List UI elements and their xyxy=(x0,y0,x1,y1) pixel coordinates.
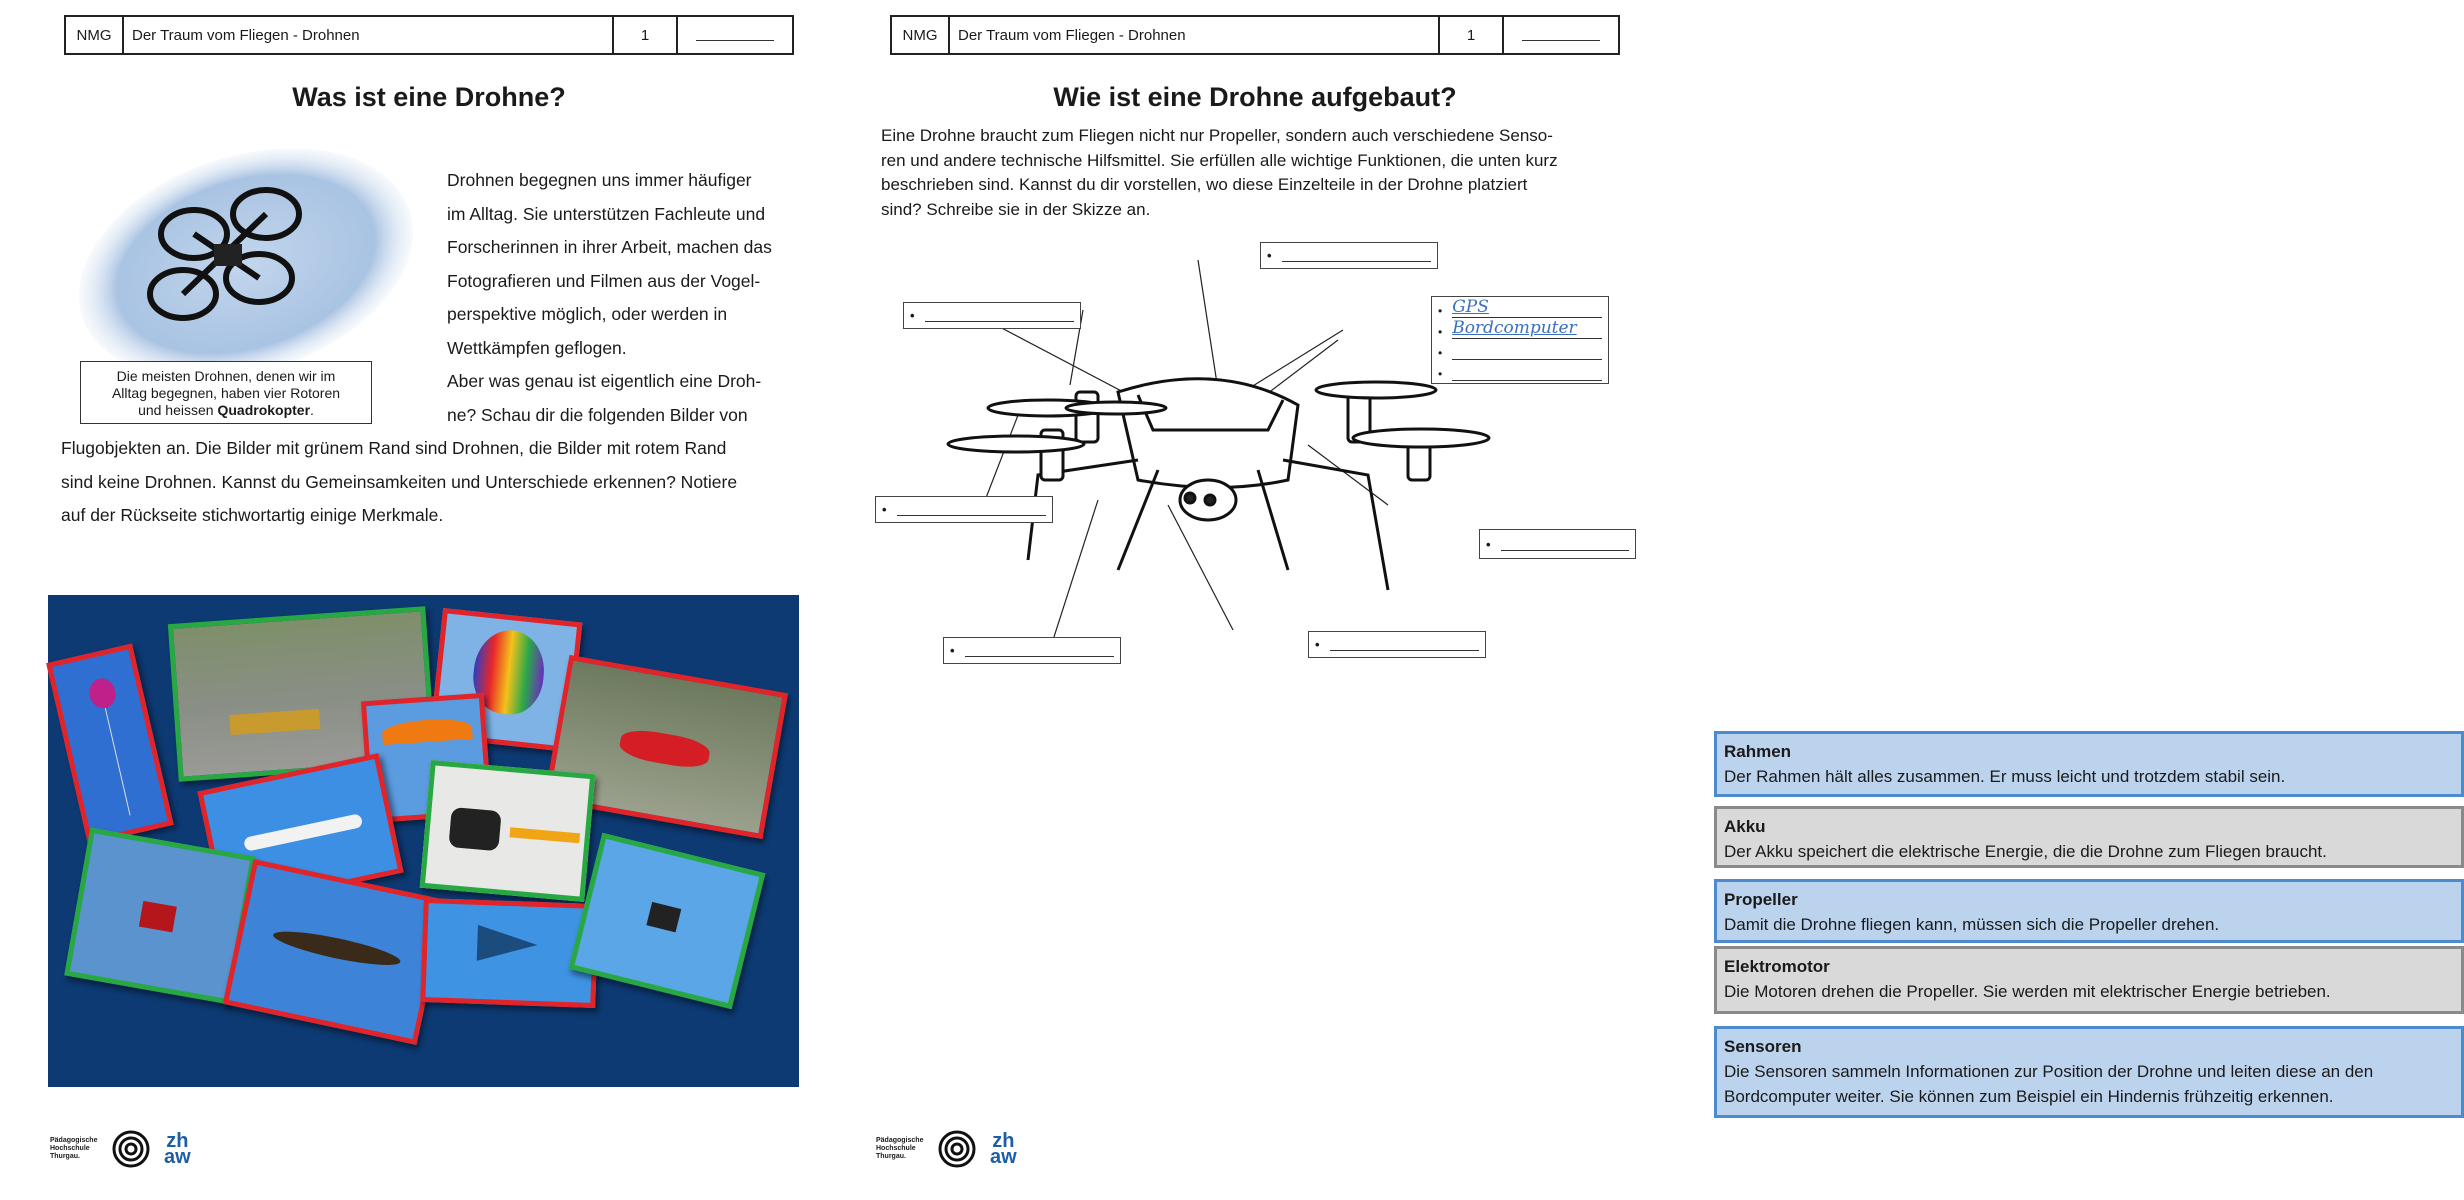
image-caption xyxy=(80,361,372,424)
footer-logos xyxy=(50,1130,191,1168)
paragraph-line: beschrieben sind. Kannst du dir vorstellen, wo diese Einzelteile in der Drohne platziert xyxy=(881,175,1528,194)
paragraph-line: im Alltag. Sie unterstützen Fachleute und xyxy=(447,203,766,224)
info-box-sensoren xyxy=(1714,1026,2464,1118)
phtg-logo xyxy=(938,1130,976,1168)
intro-paragraph xyxy=(881,124,1641,222)
caption-line: Die meisten Drohnen, denen wir im xyxy=(116,368,336,384)
bullet: • xyxy=(1438,346,1443,360)
header-subject: NMG xyxy=(892,17,950,53)
info-box-title: Propeller xyxy=(1724,890,1798,909)
bullet: • xyxy=(882,502,887,517)
header-page-number: 1 xyxy=(1440,17,1504,53)
bullet: • xyxy=(1438,367,1443,381)
paragraph-line: Eine Drohne braucht zum Fliegen nicht nur Propeller, sondern auch verschiedene Senso- xyxy=(881,126,1553,145)
header-table xyxy=(64,15,794,55)
worksheet-page-left xyxy=(0,0,838,1200)
page-title: Wie ist eine Drohne aufgebaut? xyxy=(1053,82,1457,112)
intro-paragraph xyxy=(447,164,807,432)
info-box-text: Die Sensoren sammeln Informationen zur Position der Drohne und leiten diese an den xyxy=(1724,1062,2374,1081)
label-box-left[interactable] xyxy=(875,496,1053,523)
caption-bold-term: Quadrokopter xyxy=(217,402,311,418)
paragraph-line: Aber was genau ist eigentlich eine Droh- xyxy=(447,371,762,391)
paragraph-line: Fotografieren und Filmen aus der Vogel- xyxy=(447,270,761,291)
phtg-logo xyxy=(112,1130,150,1168)
balloon-photo xyxy=(46,643,174,844)
zhaw-logo-aw: aw xyxy=(990,1146,1017,1168)
header-subject: NMG xyxy=(66,17,124,53)
hexacopter-photo xyxy=(569,833,766,1009)
caption-text: und heissen xyxy=(138,402,214,418)
empty-label-line[interactable] xyxy=(1452,359,1602,360)
instruction-paragraph xyxy=(61,432,821,533)
eagle-photo xyxy=(223,859,447,1045)
info-box-text: Der Rahmen hält alles zusammen. Er muss leicht und trotzdem stabil sein. xyxy=(1724,767,2286,786)
paragraph-line: perspektive möglich, oder werden in xyxy=(447,304,728,324)
paragraph-line: auf der Rückseite stichwortartig einige Merkmale. xyxy=(61,505,444,525)
bullet: • xyxy=(910,308,915,323)
zhaw-logo xyxy=(164,1130,191,1168)
caption-line xyxy=(89,402,363,419)
caption-end: . xyxy=(310,402,314,418)
info-box-elektromotor xyxy=(1714,946,2464,1014)
empty-label-line[interactable] xyxy=(1452,380,1602,381)
quadcopter-photo xyxy=(66,152,426,377)
handwritten-label-gps[interactable]: GPS xyxy=(1452,298,1602,318)
label-box-upper-left[interactable] xyxy=(903,302,1081,329)
info-box-propeller xyxy=(1714,879,2464,943)
caption-line: Alltag begegnen, haben vier Rotoren xyxy=(111,385,341,401)
handwritten-label-bordcomputer[interactable]: Bordcomputer xyxy=(1452,319,1602,339)
toy-helicopter-photo xyxy=(420,760,596,902)
paragraph-line: ren und andere technische Hilfsmittel. Sie erfüllen alle wichtige Funktionen, die unten kurz xyxy=(881,150,1558,170)
header-page-number: 1 xyxy=(614,17,678,53)
header-name-field[interactable] xyxy=(678,17,792,53)
header-table xyxy=(890,15,1620,55)
bullet: • xyxy=(1438,325,1443,339)
paragraph-line: sind? Schreibe sie in der Skizze an. xyxy=(881,199,1151,219)
flying-objects-collage xyxy=(48,595,799,1087)
info-box-akku xyxy=(1714,806,2464,868)
bullet: • xyxy=(1486,536,1491,552)
footer-logos xyxy=(876,1130,1017,1168)
info-box-title: Sensoren xyxy=(1724,1037,1802,1056)
info-box-rahmen xyxy=(1714,731,2464,797)
info-box-title: Rahmen xyxy=(1724,742,1792,761)
paragraph-line: sind keine Drohnen. Kannst du Gemeinsamkeiten und Unterschiede erkennen? Notiere xyxy=(61,471,738,492)
info-box-title: Akku xyxy=(1724,817,1766,836)
paragraph-line: Flugobjekten an. Die Bilder mit grünem Rand sind Drohnen, die Bilder mit rotem Rand xyxy=(61,438,727,458)
zhaw-logo-zh: zh xyxy=(166,1130,189,1152)
paragraph-line: Forscherinnen in ihrer Arbeit, machen das xyxy=(447,237,772,257)
info-box-title: Elektromotor xyxy=(1724,957,1830,976)
paragraph-line: Drohnen begegnen uns immer häufiger xyxy=(447,170,752,190)
page-title: Was ist eine Drohne? xyxy=(292,82,566,112)
header-name-field[interactable] xyxy=(1504,17,1618,53)
zhaw-logo-zh: zh xyxy=(992,1130,1015,1152)
header-title: Der Traum vom Fliegen - Drohnen xyxy=(950,17,1440,53)
bullet: • xyxy=(1267,248,1272,263)
bullet: • xyxy=(1315,637,1320,652)
label-box-multi[interactable] xyxy=(1431,296,1609,384)
paragraph-line: ne? Schau dir die folgenden Bilder von xyxy=(447,404,748,425)
red-quadcopter-photo xyxy=(64,828,255,1005)
info-box-text: Der Akku speichert die elektrische Energie, die die Drohne zum Fliegen braucht. xyxy=(1724,842,2327,861)
phtg-logo-text: Pädagogische Hochschule Thurgau. xyxy=(50,1137,98,1160)
info-box-text: Bordcomputer weiter. Sie können zum Beispiel ein Hindernis frühzeitig erkennen. xyxy=(1724,1087,2334,1106)
label-box-top[interactable] xyxy=(1260,242,1438,269)
paragraph-line: Wettkämpfen geflogen. xyxy=(447,337,627,358)
zhaw-logo xyxy=(990,1130,1017,1168)
header-title: Der Traum vom Fliegen - Drohnen xyxy=(124,17,614,53)
bullet: • xyxy=(950,643,955,658)
info-box-text: Damit die Drohne fliegen kann, müssen sich die Propeller drehen. xyxy=(1724,915,2220,934)
phtg-logo-text: Pädagogische Hochschule Thurgau. xyxy=(876,1137,924,1160)
info-box-text: Die Motoren drehen die Propeller. Sie werden mit elektrischer Energie betrieben. xyxy=(1724,982,2331,1001)
worksheet-page-right xyxy=(838,0,2374,1200)
label-box-right[interactable] xyxy=(1479,529,1636,559)
bullet: • xyxy=(1438,304,1443,318)
label-box-bottom-left[interactable] xyxy=(943,637,1121,664)
label-box-bottom-middle[interactable] xyxy=(1308,631,1486,658)
zhaw-logo-aw: aw xyxy=(164,1146,191,1168)
